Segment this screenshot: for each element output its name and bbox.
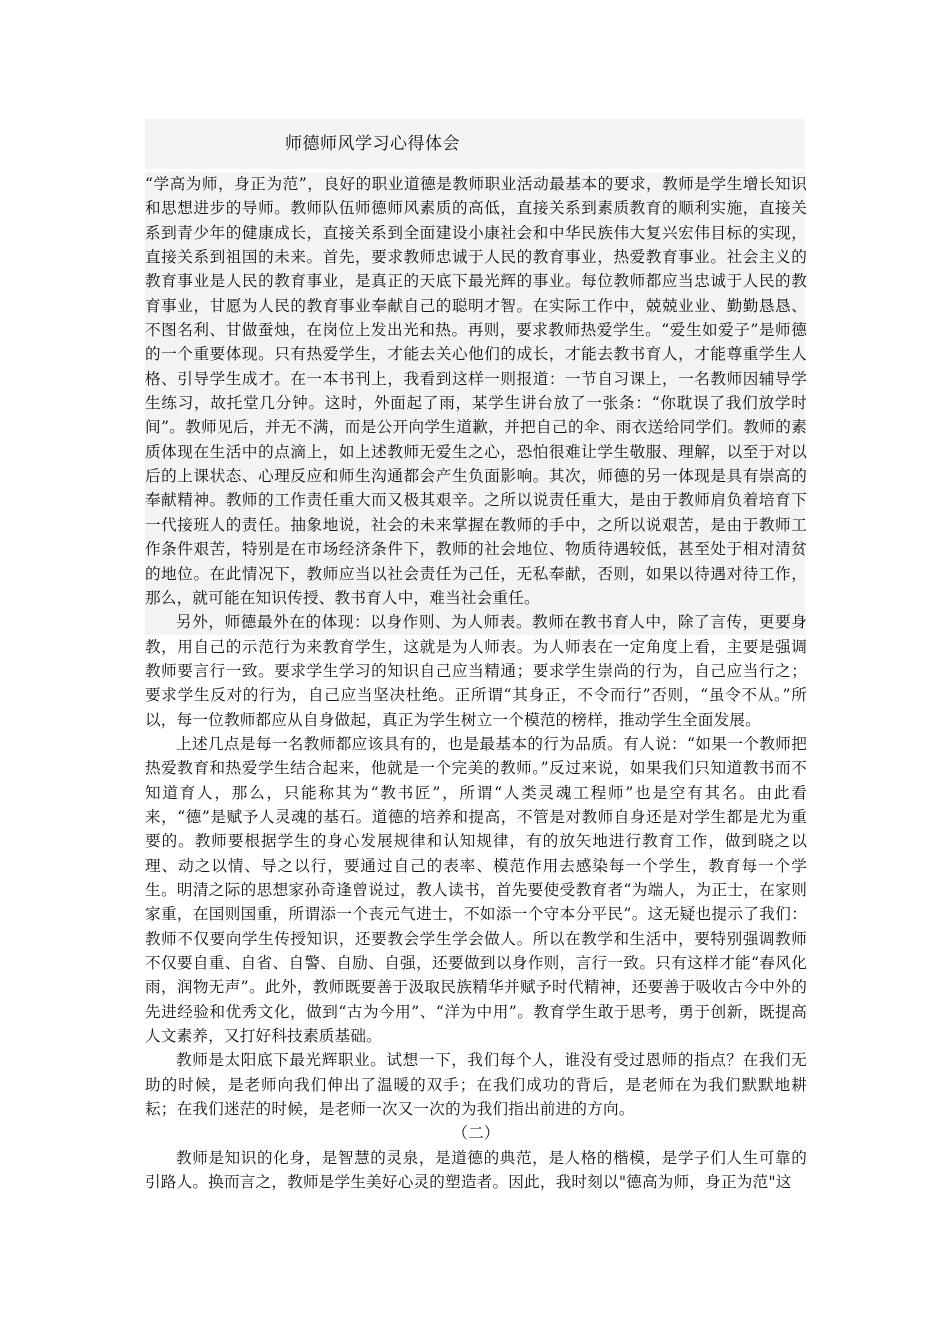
document-title: 师德师风学习心得体会 (285, 134, 460, 154)
paragraph-1: “学高为师，身正为范”，良好的职业道德是教师职业活动最基本的要求，教师是学生增长知识和思想进步的导师。教师队伍师德师风素质的高低，直接关系到素质教育的顺利实施，直接关系到青少年的健康成长，直接关系到全面建设小康社会和中华民族伟大复兴宏伟目标的实现，直接关系到祖国的未来。首先，要求教师忠诚于人民的教育事业，热爱教育事业。社会主义的教育事业是人民的教育事业，是真正的天底下最光辉的事业。每位教师都应当忠诚于人民的教育事业，甘愿为人民的教育事业奉献自己的聪明才智。在实际工作中，兢兢业业、勤勤恳恳、不图名利、甘做蚕烛，在岗位上发出光和热。再则，要求教师热爱学生。“爱生如爱子”是师德的一个重要体现。只有热爱学生，才能去关心他们的成长，才能去教书育人，才能尊重学生人格、引导学生成才。在一本书刊上，我看到这样一则报道：一节自习课上，一名教师因辅导学生练习，故托堂几分钟。这时，外面起了雨，某学生讲台放了一张条：“你耽误了我们放学时间”。教师见后，并无不满，而是公开向学生道歉，并把自己的伞、雨衣送给同学们。教师的素质体现在生活中的点滴上，如上述教师无爱生之心，恐怕很难让学生敬服、理解，以至于对以后的上课状态、心理反应和师生沟通都会产生负面影响。其次，师德的另一体现是具有崇高的奉献精神。教师的工作责任重大而又极其艰辛。之所以说责任重大，是由于教师肩负着培育下一代接班人的责任。抽象地说，社会的未来掌握在教师的手中，之所以说艰苦，是由于教师工作条件艰苦，特别是在市场经济条件下，教师的社会地位、物质待遇较低，甚至处于相对清贫的地位。在此情况下，教师应当以社会责任为己任，无私奉献，否则，如果以待遇对待工作，那么，就可能在知识传授、教书育人中，难当社会重任。 (145, 175, 807, 607)
paragraph-5: 教师是知识的化身，是智慧的灵泉，是道德的典范，是人格的楷模，是学子们人生可靠的引路人。换而言之，教师是学生美好心灵的塑造者。因此，我时刻以"德高为师，身正为范"这 (145, 1148, 807, 1192)
section-marker: （二） (452, 1124, 500, 1143)
paragraph-4: 教师是太阳底下最光辉职业。试想一下，我们每个人，谁没有受过恩师的指点？在我们无助的时候，是老师向我们伸出了温暖的双手；在我们成功的背后，是老师在为我们默默地耕耘；在我们迷茫的时候，是老师一次又一次的为我们指出前进的方向。 (145, 1051, 807, 1119)
title-band (145, 119, 805, 169)
document-body (145, 172, 807, 1194)
paragraph-3: 上述几点是每一名教师都应该具有的，也是最基本的行为品质。有人说：“如果一个教师把热爱教育和热爱学生结合起来，他就是一个完美的教师。”反过来说，如果我们只知道教书而不知道育人，那么，只能称其为“教书匠”，所谓“人类灵魂工程师”也是空有其名。由此看来，“德”是赋予人灵魂的基石。道德的培养和提高，不管是对教师自身还是对学生都是尤为重要的。教师要根据学生的身心发展规律和认知规律，有的放矢地进行教育工作，做到晓之以理、动之以情、导之以行，要通过自己的表率、模范作用去感染每一个学生，教育每一个学生。明清之际的思想家孙奇逢曾说过，教人读书，首先要使受教育者“为端人，为正士，在家则家重，在国则国重，所谓添一个丧元气进士，不如添一个守本分平民”。这无疑也提示了我们：教师不仅要向学生传授知识，还要教会学生学会做人。所以在教学和生活中，要特别强调教师不仅要自重、自省、自警、自励、自强，还要做到以身作则，言行一致。只有这样才能“春风化雨，润物无声”。此外，教师既要善于汲取民族精华并赋予时代精神，还要善于吸收古今中外的先进经验和优秀文化，做到“古为今用”、“洋为中用”。教育学生敢于思考，勇于创新，既提高人文素养，又打好科技素质基础。 (145, 734, 807, 1046)
paragraph-2: 另外，师德最外在的体现：以身作则、为人师表。教师在教书育人中，除了言传，更要身教，用自己的示范行为来教育学生，这就是为人师表。为人师表在一定角度上看，主要是强调教师要言行一致。要求学生学习的知识自己应当精通；要求学生崇尚的行为，自己应当行之；要求学生反对的行为，自己应当坚决杜绝。正所谓“其身正，不令而行”否则，“虽令不从。”所以，每一位教师都应从自身做起，真正为学生树立一个模范的榜样，推动学生全面发展。 (145, 613, 807, 729)
